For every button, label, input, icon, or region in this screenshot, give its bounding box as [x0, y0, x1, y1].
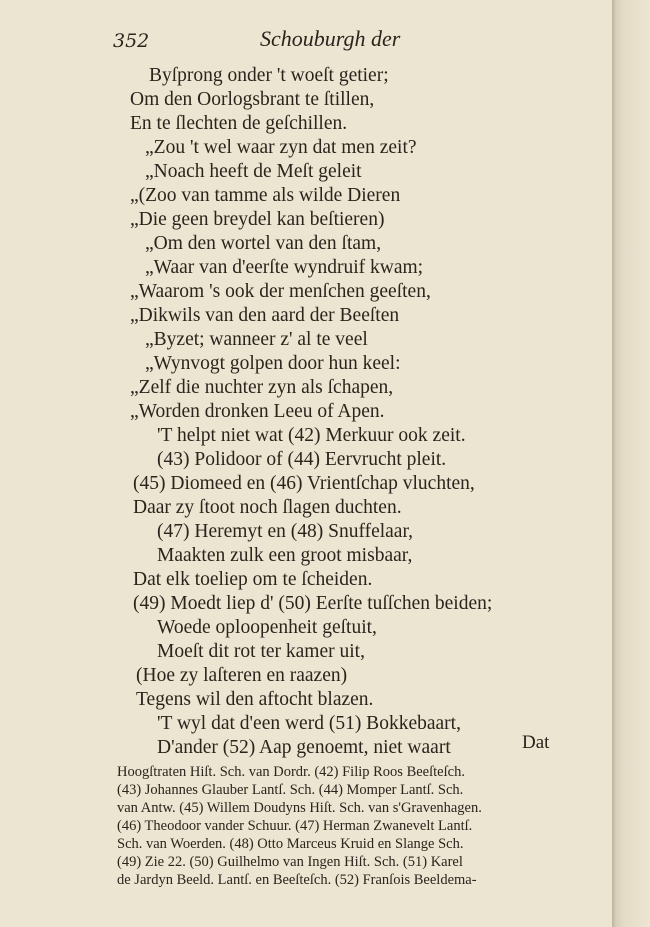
poem-line: Daar zy ſtoot noch ſlagen duchten.: [133, 497, 402, 518]
footnote-line: (43) Johannes Glauber Lantſ. Sch. (44) Momper Lantſ. Sch.: [117, 782, 464, 798]
poem-line: Woede oploopenheit geſtuit,: [157, 617, 377, 638]
poem-line: „(Zoo van tamme als wilde Dieren: [130, 185, 401, 206]
poem-line: „Byzet; wanneer z' al te veel: [145, 329, 368, 350]
poem-line: „Worden dronken Leeu of Apen.: [130, 401, 385, 422]
poem-line: Tegens wil den aftocht blazen.: [136, 689, 374, 710]
poem-line: „Zelf die nuchter zyn als ſchapen,: [130, 377, 394, 398]
poem-line: „Zou 't wel waar zyn dat men zeit?: [145, 137, 417, 158]
poem-line: Moeſt dit rot ter kamer uit,: [157, 641, 365, 662]
poem-line: „Die geen breydel kan beſtieren): [130, 209, 385, 230]
footnote-line: de Jardyn Beeld. Lantſ. en Beeſteſch. (52) Franſois Beeldema-: [117, 872, 477, 888]
poem-line: 'T helpt niet wat (42) Merkuur ook zeit.: [157, 425, 466, 446]
catchword: Dat: [522, 732, 550, 753]
page-number: 352: [113, 30, 150, 52]
poem-line: Byſprong onder 't woeſt getier;: [149, 65, 389, 86]
footnote-line: (49) Zie 22. (50) Guilhelmo van Ingen Hiſt. Sch. (51) Karel: [117, 854, 463, 870]
footnote-line: Sch. van Woerden. (48) Otto Marceus Kruid en Slange Sch.: [117, 836, 464, 852]
footnote-line: Hoogſtraten Hiſt. Sch. van Dordr. (42) Filip Roos Beeſteſch.: [117, 764, 465, 780]
poem-line: „Waar van d'eerſte wyndruif kwam;: [145, 257, 424, 278]
poem-line: 'T wyl dat d'een werd (51) Bokkebaart,: [157, 713, 461, 734]
footnote-line: (46) Theodoor vander Schuur. (47) Herman Zwanevelt Lantſ.: [117, 818, 473, 834]
book-binding-edge: [612, 0, 650, 927]
footnote-line: van Antw. (45) Willem Doudyns Hiſt. Sch. van s'Gravenhagen.: [117, 800, 482, 816]
poem-line: En te ſlechten de geſchillen.: [130, 113, 348, 134]
poem-line: (43) Polidoor of (44) Eervrucht pleit.: [157, 449, 447, 470]
poem-line: (45) Diomeed en (46) Vrientſchap vluchten,: [133, 473, 475, 494]
poem-line: (Hoe zy laſteren en raazen): [136, 665, 348, 686]
poem-line: „Om den wortel van den ſtam,: [145, 233, 382, 254]
poem-line: Maakten zulk een groot misbaar,: [157, 545, 413, 566]
poem-line: D'ander (52) Aap genoemt, niet waart: [157, 737, 451, 758]
poem-line: „Dikwils van den aard der Beeſten: [130, 305, 400, 326]
poem-line: „Waarom 's ook der menſchen geeſten,: [130, 281, 431, 302]
poem-line: Dat elk toeliep om te ſcheiden.: [133, 569, 373, 590]
poem-line: Om den Oorlogsbrant te ſtillen,: [130, 89, 375, 110]
poem-line: „Noach heeft de Meſt geleit: [145, 161, 362, 182]
page-header: [113, 26, 513, 56]
running-head: Schouburgh der: [260, 26, 401, 51]
poem-line: (47) Heremyt en (48) Snuffelaar,: [157, 521, 414, 542]
poem-line: (49) Moedt liep d' (50) Eerſte tuſſchen beiden;: [133, 593, 493, 614]
poem-line: „Wynvogt golpen door hun keel:: [145, 353, 401, 374]
